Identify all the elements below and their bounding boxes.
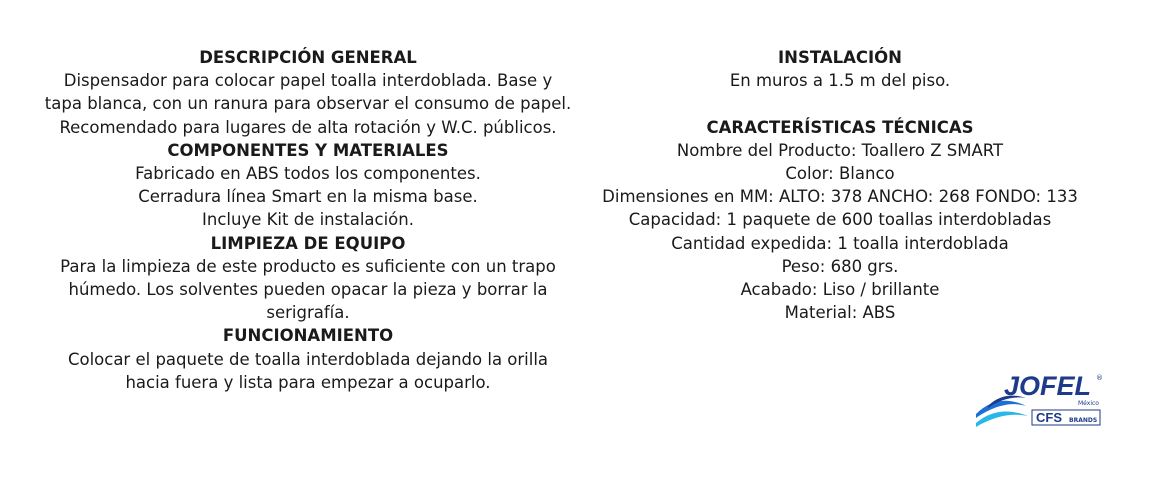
spec-line: Dimensiones en MM: ALTO: 378 ANCHO: 268 FONDO: 133 [602,187,1078,207]
operation-line: Colocar el paquete de toalla interdoblada dejando la orilla [67,349,549,369]
components-line: Incluye Kit de instalación. [202,210,414,230]
spec-line: Cantidad expedida: 1 toalla interdoblada [671,233,1009,253]
operation-line: hacia fuera y lista para empezar a ocuparlo. [125,372,491,392]
section-heading-components: COMPONENTES Y MATERIALES [167,140,449,160]
components-line: Fabricado en ABS todos los componentes. [135,164,481,184]
general-line: Dispensador para colocar papel toalla interdoblada. Base y [63,71,553,91]
spec-line: Material: ABS [784,303,896,323]
cleaning-line: Para la limpieza de este producto es suficiente con un trapo [60,256,556,276]
spec-line: Peso: 680 grs. [781,256,899,276]
section-heading-operation: FUNCIONAMIENTO [222,326,394,346]
section-heading-installation: INSTALACIÓN [778,48,902,67]
cleaning-line: húmedo. Los solventes pueden opacar la pieza y borrar la [68,280,548,300]
cleaning-line: serigrafía. [266,303,350,323]
spec-line: Capacidad: 1 paquete de 600 toallas interdobladas [628,210,1052,230]
logo-country-text: México [1078,400,1099,407]
logo-brands-text: BRANDS [1069,417,1098,424]
section-heading-specs: CARACTERÍSTICAS TÉCNICAS [706,117,974,137]
right-column [590,46,1090,324]
general-line: Recomendado para lugares de alta rotación y W.C. públicos. [59,117,557,137]
components-line: Cerradura línea Smart en la misma base. [138,187,478,207]
spec-line: Acabado: Liso / brillante [740,280,940,300]
section-heading-cleaning: LIMPIEZA DE EQUIPO [210,233,406,253]
spacer [590,92,1090,115]
spec-line: Color: Blanco [785,164,895,183]
installation-line: En muros a 1.5 m del piso. [729,71,951,91]
logo-wave-icon [976,412,1028,427]
section-heading-general: DESCRIPCIÓN GENERAL [199,48,417,67]
logo-brand-text: JOFEL [1004,371,1092,401]
left-column [40,46,576,394]
general-line: tapa blanca, con un ranura para observar el consumo de papel. [44,94,572,114]
spec-line: Nombre del Producto: Toallero Z SMART [676,140,1004,160]
logo-registered-mark: ® [1096,374,1103,382]
logo-graphic [974,368,1106,432]
jofel-cfs-logo [974,368,1106,432]
logo-cfs-text: CFS [1036,410,1062,425]
